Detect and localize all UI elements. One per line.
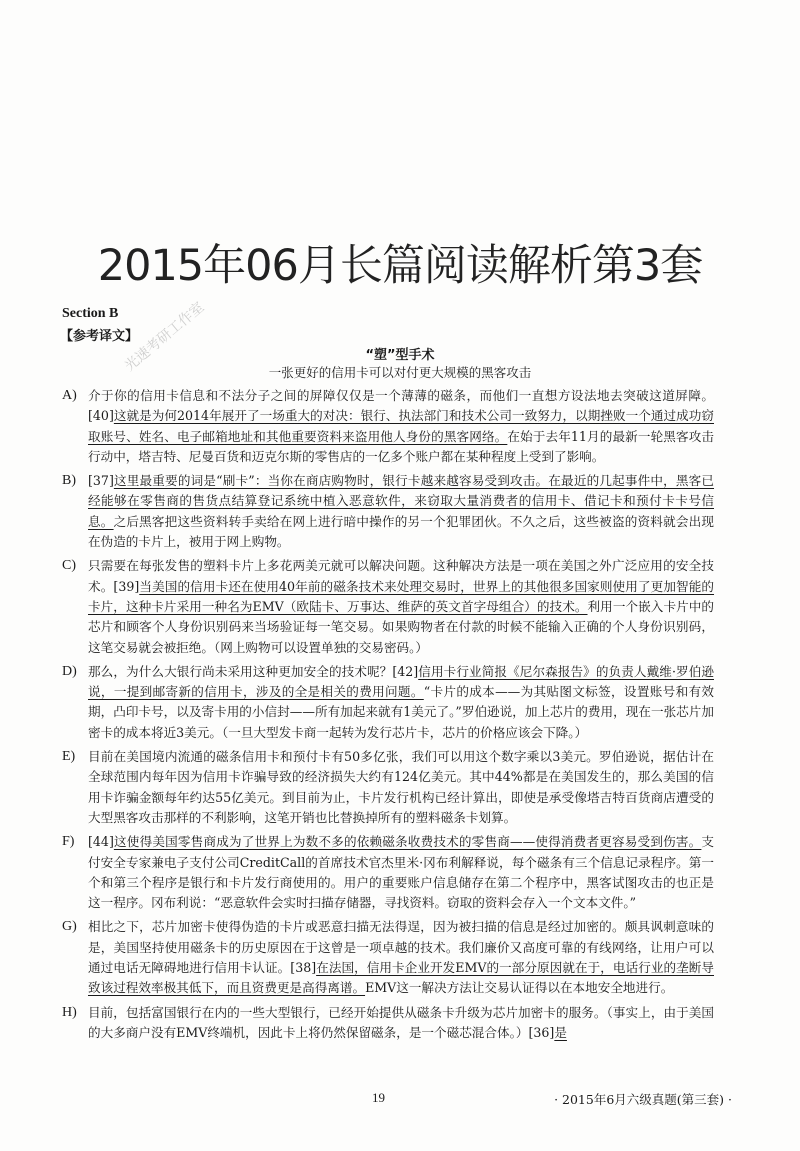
paragraph-d [62,662,714,743]
watermark: 光速考研工作室 [121,299,208,375]
question-marker: [40] [88,408,114,424]
section-label: Section B [62,306,119,321]
text-segment: 介于你的信用卡信息和不法分子之间的屏障仅仅是一个薄薄的磁条，而他们一直想方设法地去突破这道屏障。 [88,388,714,403]
text-segment: 在始于去年11月的最新一轮黑客攻击行动中，塔吉特、尼曼百货和迈克尔斯的零售店的一亿多个账户都在某种程度上受到了影响。 [88,428,714,464]
text-segment: 目前在美国境内流通的磁条信用卡和预付卡有50多亿张，我们可以用这个数字乘以3美元。罗伯逊说，据估计在全球范围内每年因为信用卡诈骗导致的经济损失大约有124亿美元。其中44%都是在美国发生的，那么美国的信用卡诈骗金额每年约达55亿美元。到目前为止，卡片发行机构已经计算出，即使是承受像塔吉特百货商店遭受的大型黑客攻击那样的不利影响，这笔开销也比替换掉所有的塑料磁条卡划算。 [88,749,714,825]
text-segment: 相比之下，芯片加密卡使得伪造的卡片或恶意扫描无法得逞，因为被扫描的信息是经过加密的。颇具讽刺意味的是，美国坚持使用磁条卡的历史原因在于这曾是一项卓越的技术。我们廉价又高度可靠的有线网络，让用户可以通过电话无障碍地进行信用卡认证。 [88,919,714,976]
question-marker: [37] [88,473,114,489]
paragraph-letter: D) [62,663,77,679]
question-marker: [39] [113,578,140,594]
answer-underline: 当美国的信用卡还在使用40年前的磁条技术来处理交易时，世界上的其他很多国家则使用了更加智能的卡片，这种卡片采用一种名为EMV（欧陆卡、万事达、维萨的英文首字母组合）的技术。 [88,578,715,614]
question-marker: [44] [88,834,114,850]
paragraph-f [62,832,714,913]
paragraph-e [62,747,714,828]
page-number: 19 [372,1090,385,1105]
text-segment: 支付安全专家兼电子支付公司CreditCall的首席技术官杰里米·冈布利解释说，每个磁条有三个信息记录程序。第一个和第三个程序是银行和卡片发行商使用的。用户的重要账户信息储存在第二个程序中，黑客试图攻击的也正是这一程序。冈布利说：“恶意软件会实时扫描存储器，寻找资料。窃取的资料会存入一个文本文件。” [88,834,714,911]
paragraph-letter: A) [62,388,77,403]
article-title: “塑”型手术 [365,348,435,363]
paragraph-a [62,386,714,467]
exam-info: · 2015年6月六级真题(第三套) · [554,1092,732,1107]
answer-underline: 在最近的几起事件中，黑客已经能够在零售商的售货点结算登记系统中植入恶意软件，来窃取大量消费者的信用卡、借记卡和预付卡卡号信息。 [88,473,715,529]
answer-underline: 这里最重要的词是“刷卡”：当你在商店购物时，银行卡越来越容易受到攻击。 [113,473,549,489]
reference-translation-label: 【参考译文】 [60,329,139,344]
text-segment: EMV这一解决方法让交易认证得以在本地安全地进行。 [365,980,674,996]
answer-underline: 这就是为何2014年展开了一场重大的对决：银行、执法部门和技术公司一致努力，以期挫败一个通过成功窃取账号、姓名、电子邮箱地址和其他重要资料来盗用他人身份的黑客网络。 [88,408,714,444]
article-subtitle: 一张更好的信用卡可以对付更大规模的黑客攻击 [268,365,532,380]
paragraph-letter: H) [62,1004,77,1020]
answer-underline: 这使得美国零售商成为了世界上为数不多的依赖磁条收费技术的零售商——使得消费者更容易受到伤害。 [113,834,702,850]
answer-underline: 是 [554,1024,567,1040]
question-marker: [38] [290,960,317,976]
translation-body [62,386,714,1047]
text-segment: 只需要在每张发售的塑料卡片上多花两美元就可以解决问题。这种解决方法是一项在美国之外广泛应用的安全技术。 [88,558,714,594]
text-segment: 目前，包括富国银行在内的一些大型银行，已经开始提供从磁条卡升级为芯片加密卡的服务。（事实上，由于美国的大多商户没有EMV终端机，因此卡上将仍然保留磁条，是一个磁芯混合体。） [88,1004,714,1040]
answer-underline: 在法国，信用卡企业开发EMV的一部分原因就在于，电话行业的垄断导致该过程效率极其低下，而且资费更是高得离谱。 [88,960,714,996]
page-title: 2015年06月长篇阅读解析第3套 [97,241,703,291]
text-segment: 之后黑客把这些资料转手卖给在网上进行暗中操作的另一个犯罪团伙。不久之后，这些被盗的资料就会出现在伪造的卡片上，被用于网上购物。 [88,513,715,550]
answer-underline: 信用卡行业简报《尼尔森报告》的负责人戴维·罗伯逊说，一提到邮寄新的信用卡，涉及的全是相关的费用问题。 [88,663,714,700]
paragraph-letter: B) [62,473,76,489]
paragraph-c [62,556,714,657]
paragraph-h [62,1003,714,1044]
paragraph-letter: F) [62,834,75,850]
question-marker: [42] [392,663,419,679]
paragraph-b [62,471,714,552]
paragraph-letter: G) [62,919,77,935]
paragraph-letter: E) [62,749,76,765]
text-segment: 那么，为什么大银行尚未采用这种更加安全的技术呢？ [88,663,393,679]
text-segment: “卡片的成本——为其贴图文标签，设置账号和有效期，凸印卡号，以及寄卡用的小信封——所有加起来就有1美元了。”罗伯逊说，加上芯片的费用，现在一张芯片加密卡的成本将近3美元。（一旦大型发卡商一起转为发行芯片卡，芯片的价格应该会下降。） [88,684,714,740]
paragraph-letter: C) [62,558,76,574]
paragraph-g [62,917,714,998]
question-marker: [36] [528,1024,555,1040]
text-segment: 利用一个嵌入卡片中的芯片和顾客个人身份识别码来当场验证每一笔交易。如果购物者在付款的时候不能输入正确的个人身份识别码，这笔交易就会被拒绝。（网上购物可以设置单独的交易密码。） [88,598,715,655]
